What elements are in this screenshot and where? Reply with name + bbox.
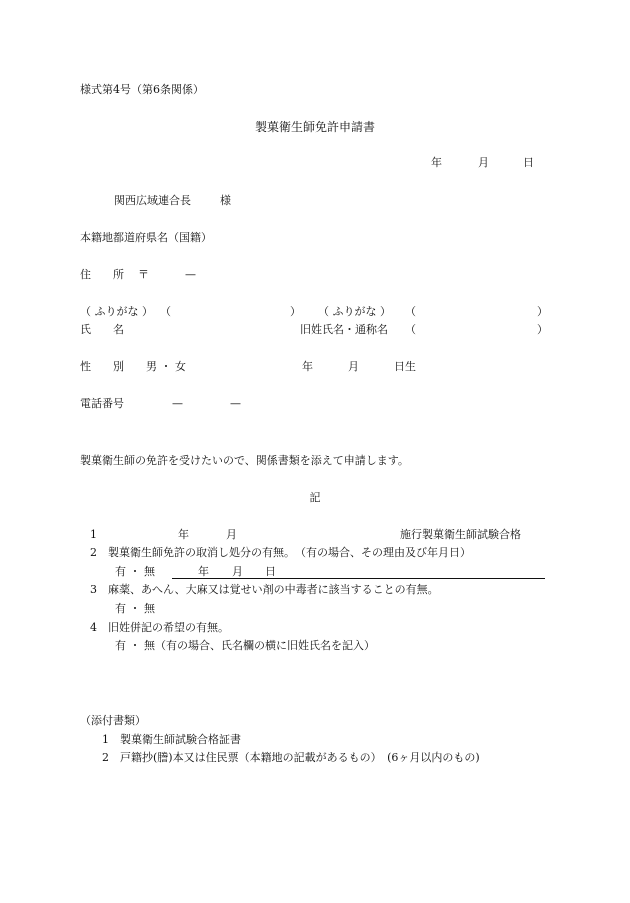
addressee-name: 関西広域連合長	[114, 194, 191, 207]
birth-day-label: 日生	[394, 360, 416, 373]
attachment-2-text: 戸籍抄(謄)本又は住民票（本籍地の記載があるもの） (6ヶ月以内のもの)	[120, 751, 480, 764]
date-day-label: 日	[523, 156, 534, 169]
former-name-paren-close: ）	[537, 323, 548, 336]
addressee-honorific: 様	[220, 194, 231, 207]
former-furigana-paren-close: ）	[537, 305, 548, 318]
item-4-text: 旧姓併記の希望の有無。	[108, 621, 229, 634]
attachment-1-text: 製菓衛生師試験合格証書	[120, 733, 241, 746]
former-name-paren-open: （	[405, 323, 416, 336]
address-label: 住 所	[80, 268, 124, 281]
attachments-heading: （添付書類）	[80, 714, 146, 727]
attachment-1-number: 1	[102, 733, 109, 746]
item-2-underline	[172, 578, 545, 579]
item-2-year: 年	[198, 565, 209, 578]
item-2-day: 日	[265, 565, 276, 578]
furigana-paren-open: （	[160, 305, 171, 318]
former-furigana-label: （ ふりがな ）	[318, 305, 391, 318]
ki-heading: 記	[309, 491, 321, 504]
postal-mark: 〒	[138, 268, 149, 281]
former-name-label: 旧姓氏名・通称名	[300, 323, 388, 336]
item-3-answer: 有 ・ 無	[115, 602, 155, 615]
form-number: 様式第4号（第6条関係）	[80, 83, 204, 96]
item-1-number: 1	[90, 528, 97, 541]
phone-dash-2: —	[230, 397, 241, 410]
item-3-text: 麻薬、あへん、大麻又は覚せい剤の中毒者に該当することの有無。	[108, 583, 439, 596]
item-4-answer: 有 ・ 無（有の場合、氏名欄の横に旧姓氏名を記入）	[115, 639, 375, 652]
sex-options: 男 ・ 女	[146, 360, 186, 373]
former-furigana-paren-open: （	[405, 305, 416, 318]
item-2-number: 2	[90, 546, 97, 559]
date-year-label: 年	[431, 156, 442, 169]
name-label: 氏 名	[80, 323, 124, 336]
furigana-label: （ ふりがな ）	[80, 305, 153, 318]
item-1-year: 年	[178, 528, 189, 541]
phone-label: 電話番号	[80, 397, 124, 410]
item-3-number: 3	[90, 583, 97, 596]
item-1-month: 月	[226, 528, 237, 541]
postal-dash: —	[185, 268, 196, 281]
item-2-answer: 有 ・ 無	[115, 565, 155, 578]
birth-month-label: 月	[348, 360, 359, 373]
sex-label: 性 別	[80, 360, 124, 373]
item-1-text: 施行製菓衛生師試験合格	[400, 528, 521, 541]
domicile-label: 本籍地都道府県名（国籍）	[80, 231, 212, 244]
birth-year-label: 年	[302, 360, 313, 373]
item-2-month: 月	[232, 565, 243, 578]
furigana-paren-close: ）	[290, 305, 301, 318]
application-statement: 製菓衛生師の免許を受けたいので、関係書類を添えて申請します。	[80, 454, 409, 467]
phone-dash-1: —	[172, 397, 183, 410]
document-title: 製菓衛生師免許申請書	[254, 120, 375, 134]
attachment-2-number: 2	[102, 751, 109, 764]
item-2-text: 製菓衛生師免許の取消し処分の有無。 （有の場合、その理由及び年月日）	[108, 546, 471, 559]
item-4-number: 4	[90, 621, 97, 634]
date-month-label: 月	[478, 156, 489, 169]
